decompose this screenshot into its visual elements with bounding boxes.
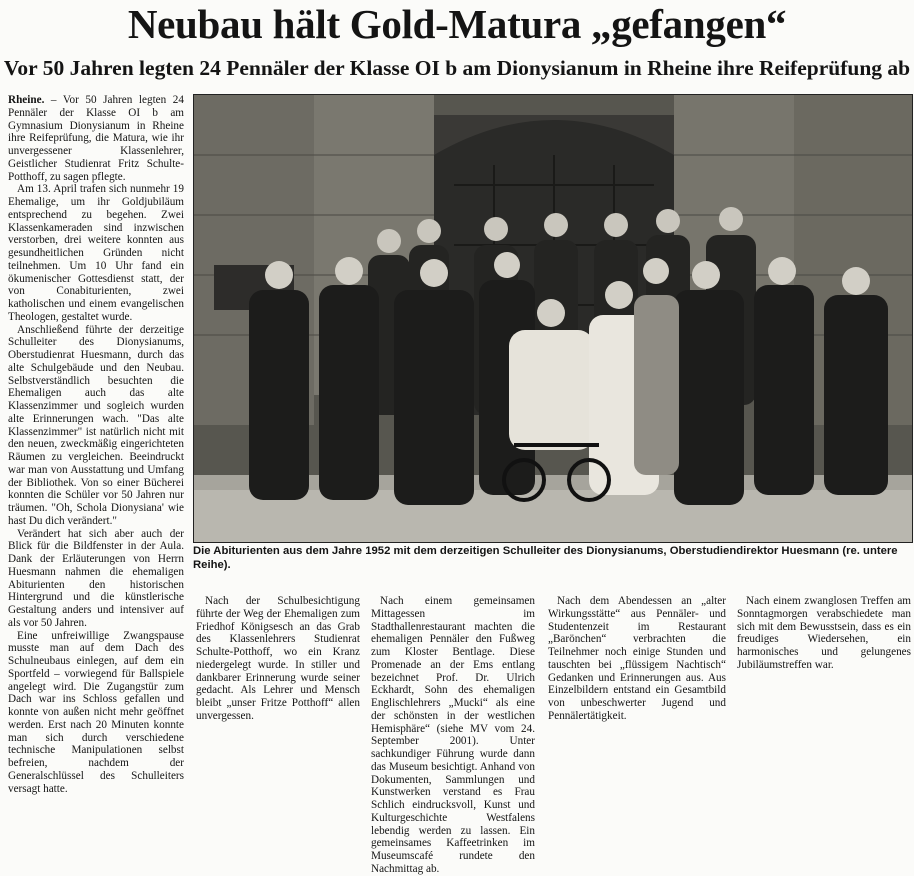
group-photo [193, 94, 913, 543]
article-paragraph-8: Nach dem Abendessen an „alter Wirkungsstätte“ aus Pennäler- und Studentenzeit im Restaurant „Barönchen“ verbrachten die Teilnehmer noch einige Stunden und tauschten bei „flüssigem Nachtisch“ Gedanken und Erinnerungen aus. Aus Einzelbildern entstand ein Gesamtbild von unbeschwerter Jugend und Pennälertätigkeit. [548, 595, 726, 722]
article-column-3 [371, 595, 535, 875]
article-column-4 [548, 595, 726, 824]
article-paragraph-2: Am 13. April trafen sich nunmehr 19 Ehemalige, um ihr Goldjubiläum entsprechend zu begehen. Zwei Klassenkameraden sind inzwischen verstorben, drei weitere konnten aus gesundheitlichen Gründen nicht teilnehmen. Um 10 Uhr fand ein ökumenischer Gottesdienst statt, der von Conabiturienten, zwei katholischen und einem evangelischen Theologen, gestaltet wurde. [8, 183, 184, 323]
headline: Neubau hält Gold-Matura „gefangen“ [127, 1, 787, 47]
article-paragraph-9: Nach einem zwanglosen Treffen am Sonntagmorgen verabschiedete man sich mit dem Bewusstsein, dass es ein freudiges Wiedersehen, ein harmonisches und gelungenes Jubiläumstreffen war. [737, 595, 911, 671]
article-paragraph-6: Nach der Schulbesichtigung führte der Weg der Ehemaligen zum Friedhof Königsesch an das Grab des Klassenlehrers Studienrat Schulte-Potthoff, wo ein Kranz niedergelegt wurde. In stiller und dankbarer Erinnerung wurde seiner gedacht. Als Lehrer und Mensch bleibt „unser Fritze Potthoff“ allen unvergessen. [196, 595, 360, 722]
article-column-1 [8, 94, 184, 824]
article-paragraph-7: Nach einem gemeinsamen Mittagessen im Stadthallenrestaurant machten die ehemaligen Pennäler den Fußweg zum Kloster Bentlage. Diese Promenade an der Ems entlang bezeichnet Prof. Dr. Ulrich Eckhardt, Sohn des ehemaligen Englischlehrers „Mucki“ als eine der schönsten in der westlichen Hemisphäre“ (siehe MV vom 24. September 2001). Unter sachkundiger Führung wurde dann das Museum besichtigt. Anhand von Dokumenten, Sammlungen und Kunstwerken verstand es Frau Schlich eindrucksvoll, Kunst und Kulturgeschichte Westfalens lebendig werden zu lassen. Ein gemeinsames Kaffeetrinken im Museumscafé rundete den Nachmittag ab. [371, 595, 535, 875]
article-paragraph-1: – Vor 50 Jahren legten 24 Pennäler der Klasse OI b am Gymnasium Dionysianum in Rheine ihre Reifeprüfung, die Matura, wie ihr unvergessener Klassenlehrer, Geistlicher Studienrat Fritz Schulte-Potthoff, zu sagen pflegte. [8, 94, 184, 183]
article-dateline: Rheine. [8, 94, 45, 106]
article-paragraph-4: Verändert hat sich aber auch der Blick für die Bildfenster in der Aula. Dank der Erläuterungen von Herrn Huesmann nahmen die ehemaligen Abiturienten den historischen Hintergrund und die künstlerische Gestaltung anders und intensiver auf als vor 50 Jahren. [8, 527, 184, 629]
photo-caption: Die Abiturienten aus dem Jahre 1952 mit dem derzeitigen Schulleiter des Dionysianums, Oberstudiendirektor Huesmann (re. untere Reihe). [193, 545, 898, 571]
article-column-5 [737, 595, 911, 824]
article-column-2 [196, 595, 360, 824]
article-paragraph-3: Anschließend führte der derzeitige Schulleiter des Dionysianums, Oberstudienrat Huesmann, durch das alte Schulgebäude und den Neubau. Selbstverständlich besuchten die Ehemaligen auch das alte Klassenzimmer und sogleich wurden alte Erinnerungen wach. "Das alte Klassenzimmer" ist natürlich nicht mit den neuen, zweckmäßig eingerichteten Räumen zu vergleichen. Beeindruckt war man von Ausstattung und Umfang der Bibliothek. Von so einer Bücherei konnten die Schüler vor 50 Jahren nur träumen. "Oh, Schola Dionysiana' wie hast Du dich verändert." [8, 323, 184, 527]
group-photo-illustration [194, 95, 912, 542]
article-paragraph-5: Eine unfreiwillige Zwangspause musste man auf dem Dach des Schulneubaus einlegen, auf dem ein Sportfeld – vorwiegend für Ballspiele angelegt wird. Die Zugangstür zum Dach war ins Schloss gefallen und konnte von außen nicht mehr geöffnet werden. Erst nach 20 Minuten konnte man sich durch verschiedene technische Manipulationen selbst befreien, nachdem der Generalschlüssel des Schulleiters versagt hatte. [8, 629, 184, 795]
subheadline: Vor 50 Jahren legten 24 Pennäler der Klasse OI b am Dionysianum in Rheine ihre Reifeprüfung ab [3, 56, 911, 80]
